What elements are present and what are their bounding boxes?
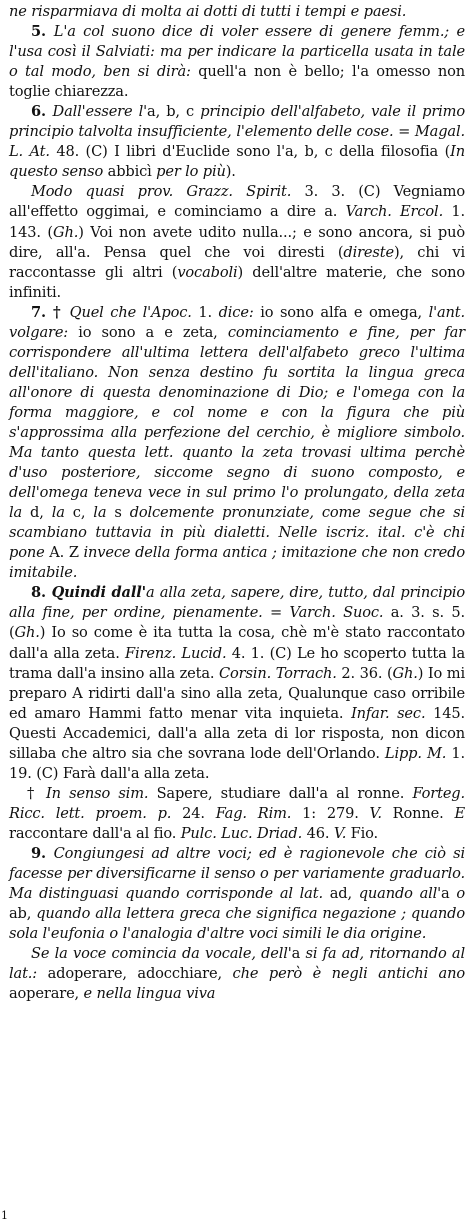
text-run: a, b, c <box>147 103 201 121</box>
text-run: Se la voce comincia da vocale, dell' <box>31 945 292 963</box>
text-run: 1. 19. (C) Farà dall'a alla zeta. <box>9 744 465 782</box>
text-run: ), chi vi raccontasse gli altri ( <box>9 243 465 281</box>
text-run: l'ant. volgare: <box>9 303 465 341</box>
text-run: abbicì <box>103 163 157 181</box>
text-run: per lo più <box>156 163 226 181</box>
text-run: 46. <box>302 824 334 842</box>
text-run: 1. 143. ( <box>9 203 465 241</box>
text-run: Quel che l'Apoc. <box>69 303 192 321</box>
text-run: principio dell'alfabeto, vale il primo principio talvolta insufficiente, l'elemento delle cose. = Magal. L. At. <box>9 103 465 161</box>
text-run: 4. 1. (C) Le ho scoperto tutta la trama dall'a insino alla zeta. <box>9 644 465 682</box>
text-run: cominciamento e fine, per far corrispondere all'ultima lettera dell'alfabeto greco l'ultima dell'italiano. Non senza destino fu sortita la lingua greca all'onore di questa denominazione di Dio; e l'omega con la forma maggiore, e col nome e con la figura che più s'approssima alla perfezione del cerchio, è migliore simbolo. Ma tanto questa lett. quanto la zeta trovasi ultima perchè d'uso posteriore, siccome segno di suono composto, e dell'omega teneva vece in sul primo l'o prolungato, della zeta la <box>9 323 465 522</box>
text-run: la <box>51 504 65 522</box>
text-run: 2. 36. ( <box>336 664 393 682</box>
text-run: io sono a e zeta, <box>68 323 228 341</box>
text-run: Dall'essere l' <box>52 103 148 121</box>
text-run: che però è negli antichi ano <box>232 965 465 983</box>
text-run: Gh. <box>14 624 40 642</box>
text-run: ) Io mi preparo A ridirti dall'a sino alla zeta, Qualunque caso orribile ed amaro Hammi fatto menar vita inquieta. <box>9 664 466 722</box>
margin-number: 1 <box>1 1209 8 1222</box>
text-run: a <box>441 885 457 903</box>
text-run: Sapere, studiare dall'a al ronne. <box>148 784 413 802</box>
text-run: sapere, dire, tutto, dal principio alla fine, per ordine, pienamente. = Varch. Suoc. <box>9 584 465 622</box>
text-run: Corsin. Torrach. <box>219 664 337 682</box>
text-run: 24. <box>171 804 216 822</box>
text-run: 5. <box>31 23 54 41</box>
text-run: Congiungesi ad altre voci; ed è ragionevole che ciò si facesse per diversificarne il senso o per variamente graduarlo. Ma distinguasi quando corrisponde al lat. <box>9 844 465 903</box>
text-run: Fio. <box>346 824 379 842</box>
text-run: quando alla lettera greca che significa negazione ; quando sola l'eufonia o l'analogia d'altre voci simili le dia origine. <box>9 905 465 943</box>
text-run: Ronne. <box>381 804 455 822</box>
dictionary-paragraph <box>9 583 465 783</box>
text-run: Quindi dall' <box>51 584 146 602</box>
text-run: V. <box>369 804 382 822</box>
text-run: quell'a non è bello; l'a omesso non toglie chiarezza. <box>9 63 465 101</box>
text-run: raccontare dall'a al fio. <box>9 824 181 842</box>
text-run: dolcemente pronunziate, come segue che si scambiano tuttavia in più dialetti. Nelle iscriz. ital. c'è chi pone <box>9 504 465 562</box>
text-run: ) Io so come è ita tutta la cosa, chè m'è stato raccontato dall'a alla zeta. <box>9 624 465 662</box>
text-run: Lipp. M. <box>384 744 447 762</box>
text-run: V. <box>333 824 347 842</box>
dictionary-paragraph <box>9 303 465 584</box>
text-run: 7. † <box>31 303 70 321</box>
text-run: ab, <box>9 905 37 923</box>
text-run: Varch. Ercol. <box>345 203 444 221</box>
text-run: e nella lingua viva <box>83 985 216 1003</box>
text-run: 1: 279. <box>291 804 370 822</box>
text-run: 3. 3. (C) Vegniamo all'effetto oggimai, e cominciamo a dire a. <box>9 183 465 221</box>
text-run: ad, <box>322 885 359 903</box>
text-run: a alla zeta, <box>145 584 231 602</box>
text-run: io sono alfa e omega, <box>253 303 429 321</box>
text-run: Pulc. Luc. Driad. <box>180 824 303 842</box>
text-run: la <box>93 504 107 522</box>
text-run: 9. <box>31 844 54 862</box>
text-run: Firenz. Lucid. <box>125 644 227 662</box>
text-run: a. 3. s. 5. ( <box>9 604 465 642</box>
dictionary-paragraph <box>9 102 465 182</box>
text-run: Modo quasi prov. Grazz. Spirit. <box>31 183 292 201</box>
text-run: 6. <box>31 103 53 121</box>
text-run: s <box>106 504 130 522</box>
text-run: Fag. Rim. <box>215 804 292 822</box>
text-run: † <box>27 784 47 802</box>
text-run: ) dell'altre materie, che sono infiniti. <box>9 263 465 301</box>
text-run: d, <box>22 504 52 522</box>
text-run: aoperare, <box>9 985 84 1003</box>
dictionary-paragraph <box>9 844 465 944</box>
text-run: Forteg. Ricc. lett. proem. p. <box>9 784 465 822</box>
text-run: adoperare, adocchiare, <box>37 965 233 983</box>
text-run: c, <box>64 504 94 522</box>
text-run: In questo senso <box>9 143 465 181</box>
text-run: a <box>291 945 306 963</box>
text-run: ). <box>225 163 236 181</box>
dictionary-paragraph <box>9 22 465 102</box>
text-run: A. Z <box>44 544 84 562</box>
text-run: ne risparmiava di molta ai dotti di tutti i tempi e paesi. <box>9 3 407 20</box>
text-run: quando all' <box>358 885 442 903</box>
dictionary-paragraph <box>9 944 465 1004</box>
text-run: 1. <box>191 303 219 321</box>
text-run: o <box>456 885 465 903</box>
text-run: vocaboli <box>177 263 238 281</box>
text-run: E <box>454 804 465 822</box>
text-run: ) Voi non avete udito nulla...; e sono ancora, si può dire, all'a. Pensa quel che voi diresti ( <box>9 223 465 261</box>
text-run: 48. (C) I libri d'Euclide sono l'a, b, c della filosofia ( <box>49 143 451 161</box>
text-run: In senso sim. <box>46 784 149 802</box>
dictionary-paragraph <box>9 2 465 22</box>
dictionary-paragraph <box>9 182 465 302</box>
text-run: invece della forma antica ; imitazione che non credo imitabile. <box>9 544 465 582</box>
text-run: 8. <box>31 584 52 602</box>
text-run: L'a col suono dice di voler essere di genere femm.; e l'usa così il Salviati: ma per indicare la particella usata in tale o tal modo, ben si dirà: <box>9 23 465 81</box>
text-run: Gh. <box>52 223 79 241</box>
text-run: Infar. sec. <box>351 704 426 722</box>
text-run: direste <box>343 243 394 261</box>
text-run: dice: <box>218 303 254 321</box>
text-run: 145. Questi Accademici, dall'a alla zeta di lor risposta, non dicon sillaba che altro sia che sovrana lode dell'Orlando. <box>9 704 465 762</box>
text-run: Gh. <box>392 664 418 682</box>
text-run: si fa ad, ritornando al lat.: <box>9 945 466 983</box>
dictionary-paragraph <box>9 784 465 844</box>
